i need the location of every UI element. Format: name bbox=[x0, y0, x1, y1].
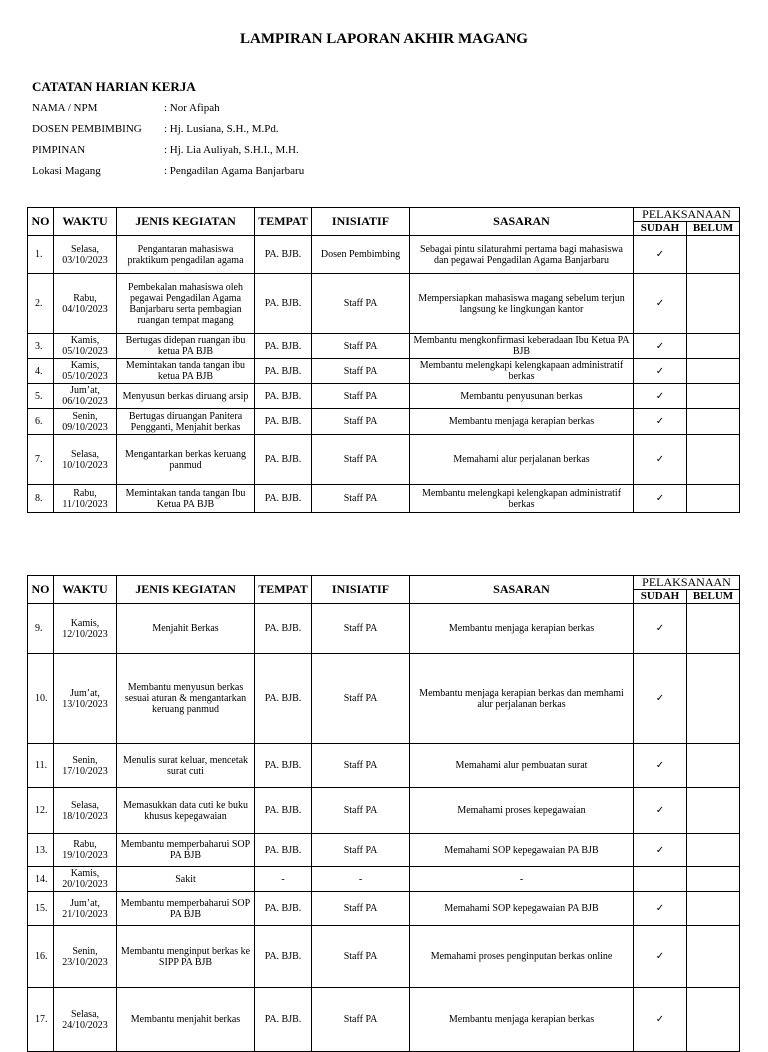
cell-inisiatif: Staff PA bbox=[312, 485, 410, 513]
cell-belum bbox=[687, 788, 740, 834]
cell-no: 16. bbox=[28, 926, 54, 988]
check-icon: ✓ bbox=[655, 760, 665, 771]
cell-no: 15. bbox=[28, 892, 54, 926]
cell-kegiatan: Membantu memperbaharui SOP PA BJB bbox=[117, 834, 255, 867]
table-row bbox=[28, 409, 740, 435]
cell-no: 3. bbox=[28, 334, 54, 359]
header-jenis-kegiatan: JENIS KEGIATAN bbox=[117, 208, 255, 236]
header-inisiatif: INISIATIF bbox=[312, 208, 410, 236]
cell-day: Jum’at, bbox=[70, 897, 100, 909]
cell-tempat: PA. BJB. bbox=[255, 409, 312, 435]
cell-waktu bbox=[54, 485, 117, 513]
table-row bbox=[28, 892, 740, 926]
header-sasaran: SASARAN bbox=[410, 208, 634, 236]
cell-date: 24/10/2023 bbox=[62, 1019, 108, 1031]
header-pelaksanaan: PELAKSANAAN bbox=[634, 208, 740, 222]
header-sudah: SUDAH bbox=[634, 590, 687, 604]
check-icon: ✓ bbox=[655, 844, 665, 856]
cell-kegiatan: Menulis surat keluar, mencetak surat cuti bbox=[117, 744, 255, 788]
cell-kegiatan: Membantu menyusun berkas sesuai aturan & mengantarkan keruang panmud bbox=[117, 654, 255, 744]
cell-kegiatan: Memintakan tanda tangan Ibu Ketua PA BJB bbox=[117, 485, 255, 513]
cell-sasaran: Membantu penyusunan berkas bbox=[410, 384, 634, 409]
info-value: : Nor Afipah bbox=[164, 102, 220, 114]
cell-sasaran: Membantu menjaga kerapian berkas bbox=[410, 604, 634, 654]
cell-tempat: PA. BJB. bbox=[255, 236, 312, 274]
cell-belum bbox=[687, 654, 740, 744]
cell-sasaran: - bbox=[410, 867, 634, 892]
cell-no: 12. bbox=[28, 788, 54, 834]
cell-inisiatif: Staff PA bbox=[312, 744, 410, 788]
info-row bbox=[32, 100, 304, 121]
cell-day: Rabu, bbox=[73, 487, 97, 499]
info-label: DOSEN PEMBIMBING bbox=[32, 123, 142, 135]
cell-tempat: PA. BJB. bbox=[255, 274, 312, 334]
cell-inisiatif: Staff PA bbox=[312, 834, 410, 867]
cell-tempat: PA. BJB. bbox=[255, 485, 312, 513]
cell-waktu bbox=[54, 654, 117, 744]
cell-inisiatif: Staff PA bbox=[312, 359, 410, 384]
header-waktu: WAKTU bbox=[54, 208, 117, 236]
cell-date: 21/10/2023 bbox=[62, 908, 108, 920]
cell-sasaran: Memahami SOP kepegawaian PA BJB bbox=[410, 834, 634, 867]
table-row bbox=[28, 236, 740, 274]
cell-date: 20/10/2023 bbox=[62, 879, 108, 890]
info-row bbox=[32, 121, 304, 142]
cell-belum bbox=[687, 435, 740, 485]
cell-sasaran: Mempersiapkan mahasiswa magang sebelum terjun langsung ke lingkungan kantor bbox=[410, 274, 634, 334]
cell-kegiatan: Mengantarkan berkas keruang panmud bbox=[117, 435, 255, 485]
cell-kegiatan: Membantu menginput berkas ke SIPP PA BJB bbox=[117, 926, 255, 988]
cell-sasaran: Memahami alur pembuatan surat bbox=[410, 744, 634, 788]
cell-sasaran: Memahami alur perjalanan berkas bbox=[410, 435, 634, 485]
info-label: NAMA / NPM bbox=[32, 102, 98, 114]
cell-waktu bbox=[54, 274, 117, 334]
table-row bbox=[28, 485, 740, 513]
info-value: : Hj. Lia Auliyah, S.H.I., M.H. bbox=[164, 144, 299, 156]
check-icon: ✓ bbox=[655, 249, 665, 260]
info-row bbox=[32, 142, 304, 163]
cell-sasaran: Memahami proses penginputan berkas online bbox=[410, 926, 634, 988]
document-title: LAMPIRAN LAPORAN AKHIR MAGANG bbox=[240, 31, 528, 47]
cell-waktu bbox=[54, 384, 117, 409]
check-icon: ✓ bbox=[655, 805, 665, 816]
cell-sudah bbox=[634, 604, 687, 654]
cell-belum bbox=[687, 744, 740, 788]
table-row bbox=[28, 926, 740, 988]
activity-table-1 bbox=[27, 207, 740, 513]
check-icon: ✓ bbox=[655, 951, 665, 962]
check-icon: ✓ bbox=[655, 454, 665, 465]
cell-sasaran: Memahami proses kepegawaian bbox=[410, 788, 634, 834]
cell-tempat: - bbox=[255, 867, 312, 892]
table-row bbox=[28, 788, 740, 834]
check-icon: ✓ bbox=[655, 1014, 665, 1025]
cell-waktu bbox=[54, 744, 117, 788]
header-jenis-kegiatan: JENIS KEGIATAN bbox=[117, 576, 255, 604]
cell-date: 05/10/2023 bbox=[62, 346, 108, 357]
cell-date: 12/10/2023 bbox=[62, 628, 108, 640]
cell-no: 2. bbox=[28, 274, 54, 334]
info-block bbox=[32, 100, 304, 184]
cell-inisiatif: Staff PA bbox=[312, 274, 410, 334]
cell-kegiatan: Membantu memperbaharui SOP PA BJB bbox=[117, 892, 255, 926]
cell-kegiatan: Memintakan tanda tangan ibu ketua PA BJB bbox=[117, 359, 255, 384]
cell-inisiatif: - bbox=[312, 867, 410, 892]
cell-day: Selasa, bbox=[70, 243, 100, 255]
cell-kegiatan: Menjahit Berkas bbox=[117, 604, 255, 654]
cell-sudah bbox=[634, 926, 687, 988]
check-icon: ✓ bbox=[655, 416, 665, 427]
header-waktu: WAKTU bbox=[54, 576, 117, 604]
cell-day: Senin, bbox=[72, 754, 98, 766]
info-label: PIMPINAN bbox=[32, 144, 86, 156]
table-row bbox=[28, 359, 740, 384]
cell-sudah bbox=[634, 334, 687, 359]
check-icon: ✓ bbox=[655, 623, 665, 634]
info-label: Lokasi Magang bbox=[32, 165, 101, 177]
header-belum: BELUM bbox=[687, 222, 740, 236]
cell-tempat: PA. BJB. bbox=[255, 744, 312, 788]
cell-date: 17/10/2023 bbox=[62, 765, 108, 777]
cell-no: 8. bbox=[28, 485, 54, 513]
cell-inisiatif: Staff PA bbox=[312, 892, 410, 926]
cell-tempat: PA. BJB. bbox=[255, 926, 312, 988]
cell-tempat: PA. BJB. bbox=[255, 988, 312, 1052]
cell-tempat: PA. BJB. bbox=[255, 435, 312, 485]
cell-inisiatif: Staff PA bbox=[312, 788, 410, 834]
check-icon: ✓ bbox=[655, 693, 665, 704]
cell-sudah bbox=[634, 892, 687, 926]
cell-sasaran: Membantu melengkapi kelengkapaan administratif berkas bbox=[410, 359, 634, 384]
cell-belum bbox=[687, 988, 740, 1052]
info-value: : Hj. Lusiana, S.H., M.Pd. bbox=[164, 123, 279, 135]
cell-belum bbox=[687, 834, 740, 867]
cell-day: Kamis, bbox=[70, 868, 100, 879]
cell-day: Senin, bbox=[72, 410, 98, 422]
cell-kegiatan: Bertugas diruangan Panitera Pengganti, Menjahit berkas bbox=[117, 409, 255, 435]
cell-waktu bbox=[54, 788, 117, 834]
cell-kegiatan: Pembekalan mahasiswa oleh pegawai Pengadilan Agama Banjarbaru serta pembagian ruangan tempat magang bbox=[117, 274, 255, 334]
cell-date: 05/10/2023 bbox=[62, 371, 108, 382]
table-row bbox=[28, 334, 740, 359]
check-icon: ✓ bbox=[655, 340, 665, 352]
cell-sudah bbox=[634, 988, 687, 1052]
cell-inisiatif: Staff PA bbox=[312, 409, 410, 435]
cell-tempat: PA. BJB. bbox=[255, 834, 312, 867]
cell-day: Jum’at, bbox=[70, 385, 100, 396]
table-row bbox=[28, 744, 740, 788]
cell-no: 11. bbox=[28, 744, 54, 788]
cell-sudah bbox=[634, 384, 687, 409]
cell-sudah bbox=[634, 834, 687, 867]
cell-tempat: PA. BJB. bbox=[255, 654, 312, 744]
cell-inisiatif: Staff PA bbox=[312, 654, 410, 744]
cell-date: 11/10/2023 bbox=[62, 498, 108, 510]
cell-tempat: PA. BJB. bbox=[255, 788, 312, 834]
cell-belum bbox=[687, 409, 740, 435]
cell-waktu bbox=[54, 867, 117, 892]
cell-belum bbox=[687, 926, 740, 988]
table-row bbox=[28, 604, 740, 654]
cell-date: 09/10/2023 bbox=[62, 421, 108, 433]
table-row bbox=[28, 274, 740, 334]
cell-tempat: PA. BJB. bbox=[255, 604, 312, 654]
cell-no: 10. bbox=[28, 654, 54, 744]
cell-kegiatan: Sakit bbox=[117, 867, 255, 892]
cell-belum bbox=[687, 334, 740, 359]
cell-day: Jum’at, bbox=[70, 687, 100, 699]
cell-no: 14. bbox=[28, 867, 54, 892]
cell-day: Kamis, bbox=[70, 335, 100, 346]
cell-sudah bbox=[634, 654, 687, 744]
cell-day: Rabu, bbox=[73, 292, 97, 304]
check-icon: ✓ bbox=[655, 365, 665, 377]
check-icon: ✓ bbox=[655, 903, 665, 914]
cell-no: 13. bbox=[28, 834, 54, 867]
cell-date: 13/10/2023 bbox=[62, 698, 108, 710]
cell-sasaran: Membantu melengkapi kelengkapan administratif berkas bbox=[410, 485, 634, 513]
header-sasaran: SASARAN bbox=[410, 576, 634, 604]
cell-kegiatan: Memasukkan data cuti ke buku khusus kepegawaian bbox=[117, 788, 255, 834]
header-inisiatif: INISIATIF bbox=[312, 576, 410, 604]
cell-no: 9. bbox=[28, 604, 54, 654]
cell-no: 6. bbox=[28, 409, 54, 435]
cell-inisiatif: Staff PA bbox=[312, 604, 410, 654]
cell-day: Selasa, bbox=[70, 448, 100, 460]
header-belum: BELUM bbox=[687, 590, 740, 604]
cell-day: Kamis, bbox=[70, 617, 100, 629]
cell-day: Kamis, bbox=[70, 360, 100, 371]
cell-tempat: PA. BJB. bbox=[255, 384, 312, 409]
cell-sasaran: Membantu menjaga kerapian berkas bbox=[410, 409, 634, 435]
check-icon: ✓ bbox=[655, 390, 665, 402]
cell-no: 5. bbox=[28, 384, 54, 409]
cell-date: 23/10/2023 bbox=[62, 956, 108, 968]
cell-tempat: PA. BJB. bbox=[255, 359, 312, 384]
cell-no: 17. bbox=[28, 988, 54, 1052]
cell-kegiatan: Bertugas didepan ruangan ibu ketua PA BJB bbox=[117, 334, 255, 359]
cell-waktu bbox=[54, 604, 117, 654]
cell-date: 04/10/2023 bbox=[62, 303, 108, 315]
table-row bbox=[28, 384, 740, 409]
cell-waktu bbox=[54, 892, 117, 926]
header-pelaksanaan: PELAKSANAAN bbox=[634, 576, 740, 590]
cell-inisiatif: Staff PA bbox=[312, 384, 410, 409]
cell-belum bbox=[687, 867, 740, 892]
cell-waktu bbox=[54, 834, 117, 867]
cell-sudah bbox=[634, 485, 687, 513]
cell-date: 03/10/2023 bbox=[62, 254, 108, 266]
cell-day: Senin, bbox=[72, 945, 98, 957]
table-row bbox=[28, 834, 740, 867]
cell-sudah bbox=[634, 409, 687, 435]
cell-waktu bbox=[54, 334, 117, 359]
cell-kegiatan: Pengantaran mahasiswa praktikum pengadilan agama bbox=[117, 236, 255, 274]
cell-waktu bbox=[54, 435, 117, 485]
table-row bbox=[28, 435, 740, 485]
info-row bbox=[32, 163, 304, 184]
cell-inisiatif: Staff PA bbox=[312, 926, 410, 988]
cell-date: 19/10/2023 bbox=[62, 850, 108, 861]
cell-sudah bbox=[634, 788, 687, 834]
cell-sasaran: Membantu menjaga kerapian berkas bbox=[410, 988, 634, 1052]
header-no: NO bbox=[28, 576, 54, 604]
cell-kegiatan: Membantu menjahit berkas bbox=[117, 988, 255, 1052]
cell-tempat: PA. BJB. bbox=[255, 892, 312, 926]
cell-sudah bbox=[634, 274, 687, 334]
cell-no: 1. bbox=[28, 236, 54, 274]
cell-sudah bbox=[634, 359, 687, 384]
cell-sasaran: Membantu menjaga kerapian berkas dan memhami alur perjalanan berkas bbox=[410, 654, 634, 744]
cell-inisiatif: Staff PA bbox=[312, 435, 410, 485]
header-tempat: TEMPAT bbox=[255, 576, 312, 604]
info-value: : Pengadilan Agama Banjarbaru bbox=[164, 165, 305, 177]
cell-waktu bbox=[54, 236, 117, 274]
cell-waktu bbox=[54, 409, 117, 435]
check-icon: ✓ bbox=[655, 298, 665, 309]
cell-waktu bbox=[54, 988, 117, 1052]
cell-waktu bbox=[54, 359, 117, 384]
cell-inisiatif: Staff PA bbox=[312, 334, 410, 359]
cell-no: 4. bbox=[28, 359, 54, 384]
cell-date: 10/10/2023 bbox=[62, 459, 108, 471]
table-row bbox=[28, 988, 740, 1052]
cell-day: Rabu, bbox=[73, 839, 97, 850]
cell-sasaran: Sebagai pintu silaturahmi pertama bagi mahasiswa dan pegawai Pengadilan Agama Banjarbaru bbox=[410, 236, 634, 274]
cell-date: 06/10/2023 bbox=[62, 396, 108, 407]
cell-belum bbox=[687, 236, 740, 274]
cell-waktu bbox=[54, 926, 117, 988]
cell-inisiatif: Dosen Pembimbing bbox=[312, 236, 410, 274]
table-row bbox=[28, 654, 740, 744]
cell-belum bbox=[687, 604, 740, 654]
cell-belum bbox=[687, 485, 740, 513]
header-sudah: SUDAH bbox=[634, 222, 687, 236]
cell-belum bbox=[687, 359, 740, 384]
cell-belum bbox=[687, 892, 740, 926]
cell-sudah bbox=[634, 744, 687, 788]
table-row bbox=[28, 867, 740, 892]
section-title: CATATAN HARIAN KERJA bbox=[32, 79, 196, 94]
cell-day: Selasa, bbox=[70, 1008, 100, 1020]
activity-table-2 bbox=[27, 575, 740, 1052]
cell-belum bbox=[687, 384, 740, 409]
cell-day: Selasa, bbox=[70, 799, 100, 811]
check-icon: ✓ bbox=[655, 493, 665, 504]
cell-sasaran: Memahami SOP kepegawaian PA BJB bbox=[410, 892, 634, 926]
cell-tempat: PA. BJB. bbox=[255, 334, 312, 359]
cell-inisiatif: Staff PA bbox=[312, 988, 410, 1052]
cell-sudah bbox=[634, 867, 687, 892]
cell-sasaran: Membantu mengkonfirmasi keberadaan Ibu Ketua PA BJB bbox=[410, 334, 634, 359]
cell-sudah bbox=[634, 435, 687, 485]
cell-belum bbox=[687, 274, 740, 334]
cell-no: 7. bbox=[28, 435, 54, 485]
cell-sudah bbox=[634, 236, 687, 274]
header-tempat: TEMPAT bbox=[255, 208, 312, 236]
cell-kegiatan: Menyusun berkas diruang arsip bbox=[117, 384, 255, 409]
cell-date: 18/10/2023 bbox=[62, 810, 108, 822]
header-no: NO bbox=[28, 208, 54, 236]
